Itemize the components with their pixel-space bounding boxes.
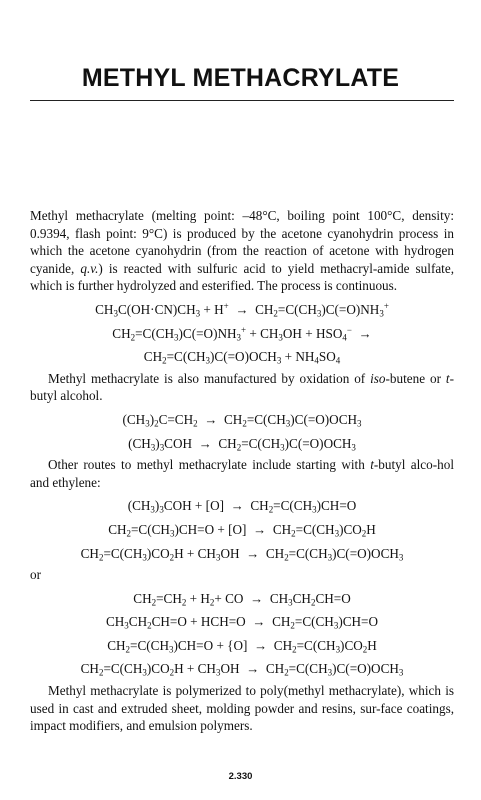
equation-group-t-butyl-alcohol	[30, 497, 454, 562]
page-number: 2.330	[228, 771, 253, 782]
article-body	[30, 207, 454, 735]
or-label: or	[30, 567, 41, 583]
title-rule	[30, 100, 454, 101]
paragraph-oxidation: Methyl methacrylate is also manufactured by oxidation of iso-butene or t-butyl alcohol.	[30, 370, 454, 404]
equation: $CH_2=C(CH_3)CH=O + \{O] \to CH_2=C(CH_3)CO_2H$	[107, 637, 377, 655]
equation-group-oxidation	[30, 411, 454, 452]
equation: $(CH_3)_3COH \to CH_2=C(CH_3)C(=O)OCH_3$	[128, 435, 356, 453]
paragraph-other-routes: Other routes to methyl methacrylate include starting with t-butyl alco-hol and ethylene:	[30, 457, 454, 490]
equation: $(CH_3)_2C=CH_2 \to CH_2=C(CH_3)C(=O)OCH_3$	[122, 411, 362, 429]
equation: $CH_3C(OH\cdot CN)CH_3 + H^+ \to CH_2=C(CH_3)C(=O)NH_3^+$	[95, 301, 389, 319]
page-title: METHYL METHACRYLATE	[81, 64, 400, 92]
equation: $CH_2=C(CH_3)CO_2H + CH_3OH \to CH_2=C(CH_3)C(=O)OCH_3$	[80, 661, 404, 679]
equation: $(CH_3)_3COH + [O] \to CH_2=C(CH_3)CH=O$	[127, 498, 357, 515]
equation: $CH_2=C(CH_3)C(=O)NH_3^+ + CH_3OH + HSO_4^-$ →	[112, 324, 372, 343]
paragraph-uses: Methyl methacrylate is polymerized to poly(methyl methacrylate), which is used in cast and extruded sheet, molding powder and resins, sur-face coatings, impact modifiers, and emulsion polymers.	[30, 683, 454, 734]
equation: $CH_2=C(CH_3)CH=O + [O] \to CH_2=C(CH_3)CO_2H$	[108, 521, 376, 539]
equation: $CH_2=C(CH_3)CO_2H + CH_3OH \to CH_2=C(CH_3)C(=O)OCH_3$	[80, 545, 404, 563]
equation: $CH_2=CH_2 + H_2+$ CO → $CH_3CH_2CH=O$	[133, 590, 351, 608]
equation-group-acetone-cyanohydrin	[30, 301, 454, 366]
equation: $CH_3CH_2CH=O + HCH=O \to CH_2=C(CH_3)CH=O$	[105, 614, 379, 631]
paragraph-intro: Methyl methacrylate (melting point: –48°C, boiling point 100°C, density: 0.9394, flash point: 9°C) is produced by the acetone cyanohydrin process in which the acetone cyanohydrin (from the reaction of acetone with hydrogen cyanide, q.v.) is reacted with sulfuric acid to yield methacryl-amide sulfate, which is further hydrolyzed and esterified. The process is continuous.	[30, 208, 455, 294]
equation-group-ethylene	[30, 590, 454, 678]
equation: $CH_2=C(CH_3)C(=O)OCH_3 + NH_4SO_4$	[143, 349, 341, 366]
